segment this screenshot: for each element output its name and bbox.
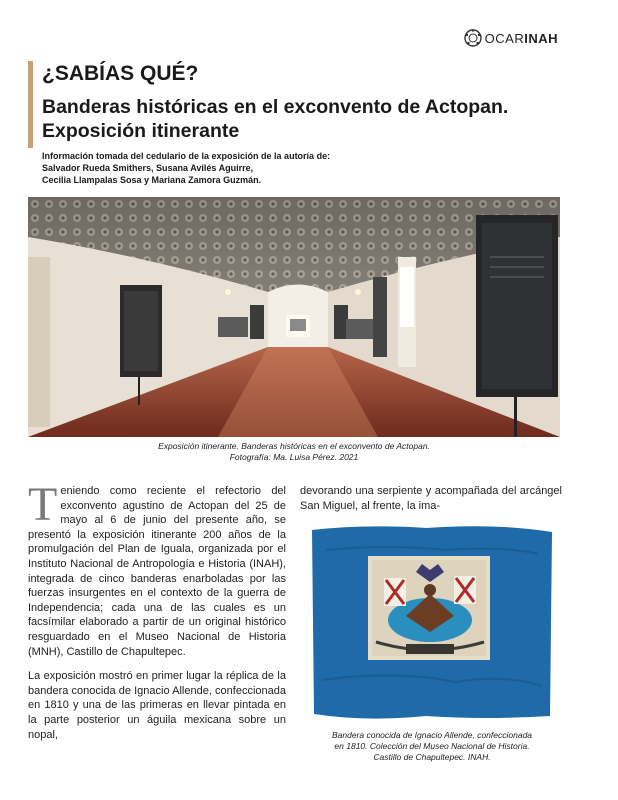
- byline-line: Cecilia Llampalas Sosa y Mariana Zamora Guzmán.: [42, 175, 262, 185]
- byline-line: Información tomada del cedulario de la exposición de la autoría de:: [42, 151, 331, 161]
- caption-line: Fotografía: Ma. Luisa Pérez. 2021: [229, 452, 359, 462]
- caption-line: en 1810. Colección del Museo Nacional de Historia.: [334, 741, 530, 751]
- paragraph-2: La exposición mostró en primer lugar la réplica de la bandera conocida de Ignacio Allende, confeccionada en 1810 y una de las primeras en llevar pintada en la parte posterior un águila mexicana sobre un nopal,: [28, 670, 286, 741]
- caption-line: Exposición itinerante. Banderas históricas en el exconvento de Actopan.: [158, 441, 430, 451]
- body-column-2: devorando una serpiente y acompañada del arcángel San Miguel, al frente, la ima-: [300, 485, 562, 512]
- title-accent-bar: [28, 61, 33, 148]
- byline: [42, 150, 330, 186]
- caption-line: Bandera conocida de Ignacio Allende, confeccionada: [331, 730, 533, 740]
- title-line-1: Banderas históricas en el exconvento de Actopan.: [42, 96, 509, 118]
- drop-cap: T: [28, 478, 58, 531]
- ocarina-logo-icon: [463, 28, 483, 48]
- allende-flag-photo: [306, 520, 556, 724]
- ocarinah-logo: [463, 28, 558, 48]
- figure1-caption: [28, 441, 560, 463]
- byline-line: Salvador Rueda Smithers, Susana Avilés Aguirre,: [42, 163, 254, 173]
- exhibition-hall-photo: [28, 197, 560, 437]
- article-title: [42, 95, 602, 143]
- paragraph-1: Teniendo como reciente el refectorio del exconvento agustino de Actopan del 25 de mayo al 6 de junio del presente año, se presentó la exposición itinerante 200 años de la promulgación del Plan de Iguala, organizada por el Instituto Nacional de Antropología e Historia (INAH), integrada de cinco banderas enarboladas por las fuerzas insurgentes en el contexto de la guerra de Independencia; cada una de las cuales es un facsímilar elaborado a partir de un original histórico resguardado en el Museo Nacional de Historia (MNH), Castillo de Chapultepec.: [28, 478, 286, 658]
- section-kicker: ¿SABÍAS QUÉ?: [42, 62, 199, 85]
- body-column-1: [28, 478, 286, 752]
- logo-text: OCARINAH: [484, 30, 558, 46]
- title-line-2: Exposición itinerante: [42, 120, 240, 142]
- figure2-caption: [308, 730, 556, 763]
- caption-line: Castillo de Chapultepec. INAH.: [373, 752, 491, 762]
